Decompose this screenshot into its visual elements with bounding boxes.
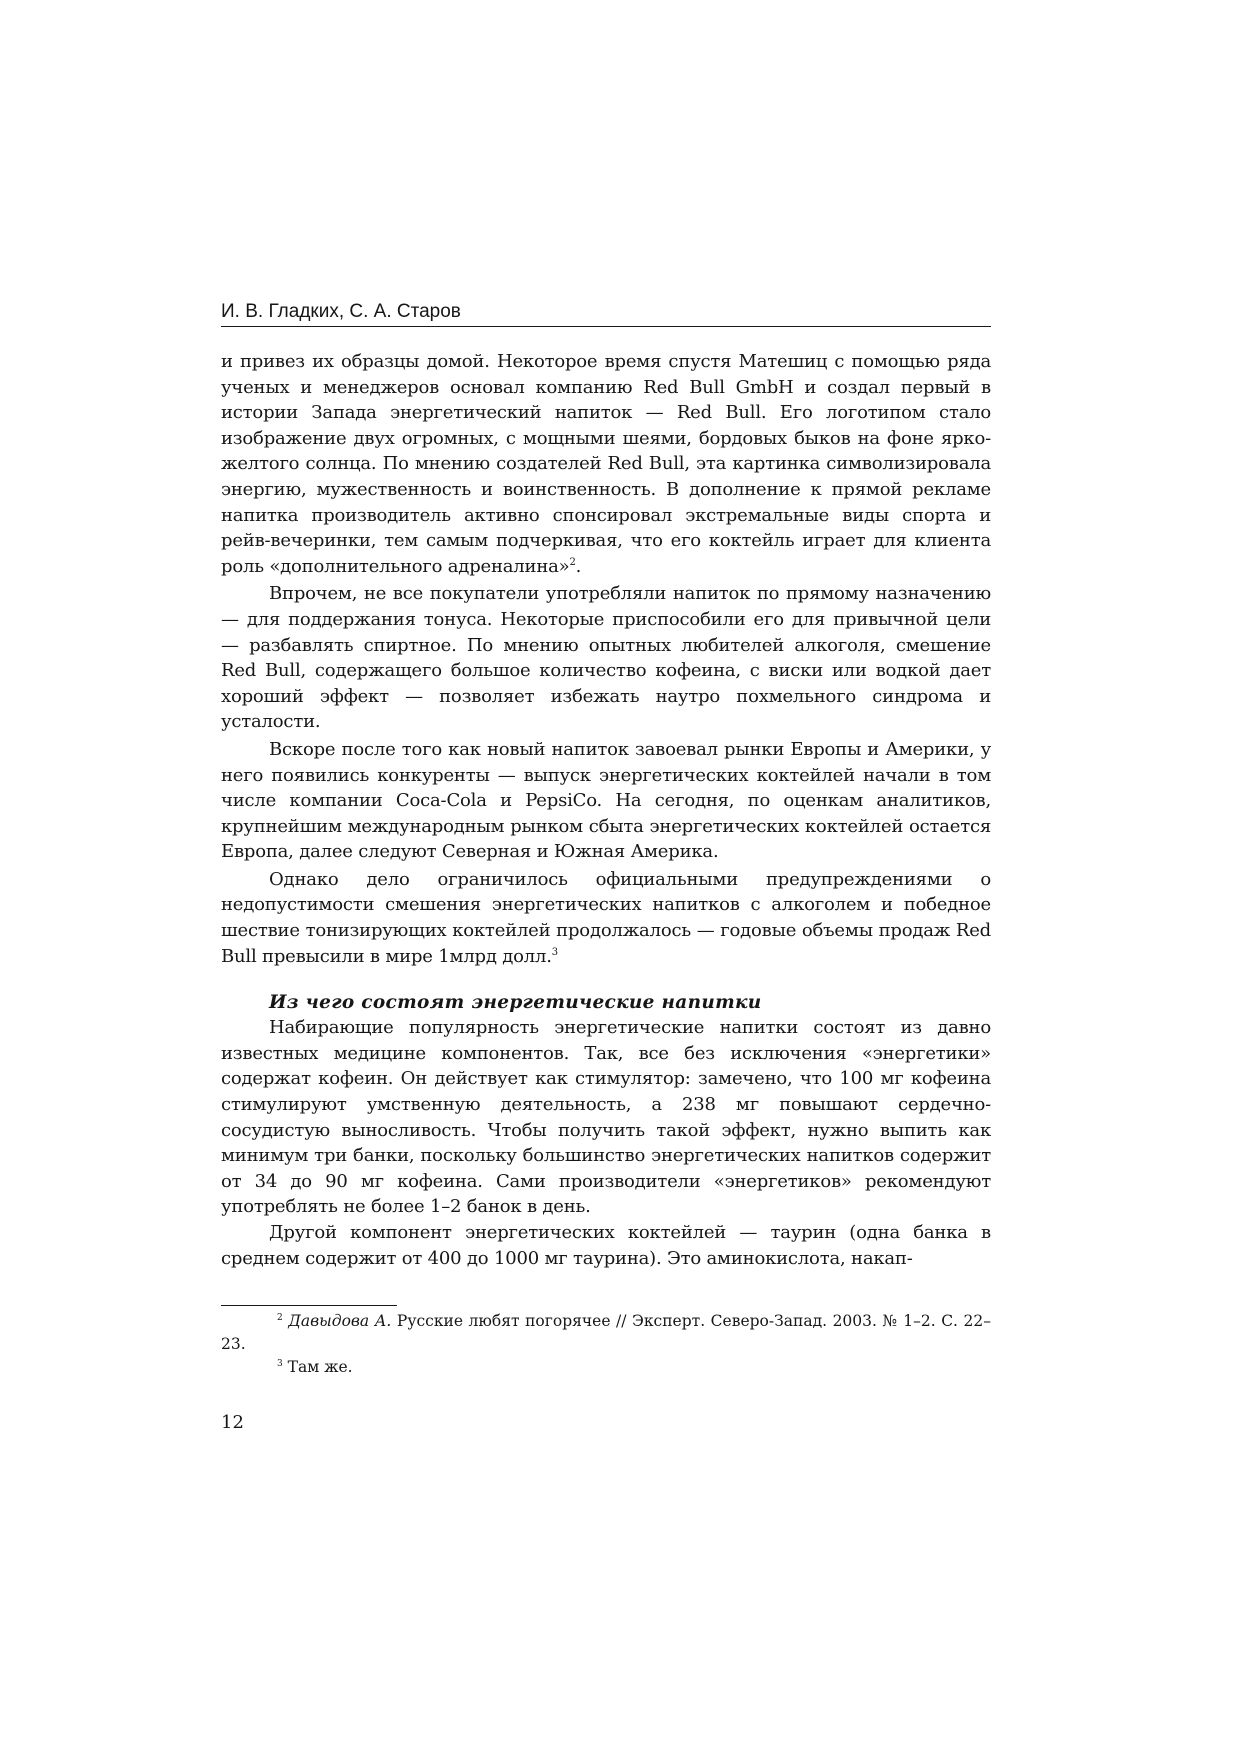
footnote-ref-3[interactable]: 3: [551, 946, 558, 958]
paragraph-1: и привез их образцы домой. Некоторое время спустя Матешиц с помощью ряда ученых и менеджеров основал компанию Red Bull GmbH и создал первый в истории Запада энергетический напиток — Red Bull. Его логотипом стало изображение двух огромных, с мощными шеями, бордовых быков на фоне ярко-желтого солнца. По мнению создателей Red Bull, эта картинка символизировала энергию, мужественность и воинственность. В дополнение к прямой рекламе напитка производитель активно спонсировал экстремальные виды спорта и рейв-вечеринки, тем самым подчеркивая, что его коктейль играет для клиента роль «дополнительного адреналина»$^2$.: [221, 351, 991, 577]
paragraph-3: Вскоре после того как новый напиток завоевал рынки Европы и Америки, у него появились конкуренты — выпуск энергетических коктейлей начали в том числе компании Coca-Cola и PepsiCo. На сегодня, по оценкам аналитиков, крупнейшим международным рынком сбыта энергетических коктейлей остается Европа, далее следуют Северная и Южная Америка.: [221, 738, 991, 863]
paragraph-4: Однако дело ограничилось официальными предупреждениями о недопустимости смешения энергетических напитков с алкоголем и победное шествие тонизирующих коктейлей продолжалось — годовые объемы продаж Red Bull превысили в мире 1млрд долл.$^3$: [221, 868, 991, 967]
section-paragraph-2: Другой компонент энергетических коктейлей — таурин (одна банка в среднем содержит от 400 до 1000 мг таурина). Это аминокислота, накап-: [221, 1222, 991, 1269]
footnote-3: [221, 1356, 991, 1379]
section-paragraph-1: Набирающие популярность энергетические напитки состоят из давно известных медицине компонентов. Так, все без исключения «энергетики» содержат кофеин. Он действует как стимулятор: замечено, что 100 мг кофеина стимулируют умственную деятельность, а 238 мг повышают сердечно-сосудистую выносливость. Чтобы получить такой эффект, нужно выпить как минимум три банки, поскольку большинство энергетических напитков содержит от 34 до 90 мг кофеина. Сами производители «энергетиков» рекомендуют употреблять не более 1–2 банок в день.: [221, 1017, 991, 1218]
footnote-2: [221, 1310, 991, 1356]
page: [221, 300, 991, 1433]
footnote-text: Русские любят погорячее // Эксперт. Северо-Запад. 2003. № 1–2. С. 22–23.: [221, 1312, 991, 1354]
running-head: И. В. Гладких, С. А. Старов: [221, 300, 991, 327]
footnote-ref-2[interactable]: 2: [569, 556, 576, 568]
footnote-text: Там же.: [287, 1358, 353, 1377]
page-number: 12: [221, 1412, 244, 1434]
body-text: [221, 349, 991, 1271]
footnote-divider: [221, 1305, 397, 1306]
footnote-number: 2: [277, 1313, 283, 1324]
footnote-author: Давыдова А.: [288, 1312, 392, 1331]
footnote-number: 3: [277, 1359, 283, 1370]
footnotes: [221, 1310, 991, 1379]
paragraph-2: Впрочем, не все покупатели употребляли напиток по прямому назначению — для поддержания тонуса. Некоторые приспособили его для привычной цели — разбавлять спиртное. По мнению опытных любителей алкоголя, смешение Red Bull, содержащего большое количество кофеина, с виски или водкой дает хороший эффект — позволяет избежать наутро похмельного синдрома и усталости.: [221, 583, 991, 733]
section-heading: Из чего состоят энергетические напитки: [269, 992, 762, 1014]
